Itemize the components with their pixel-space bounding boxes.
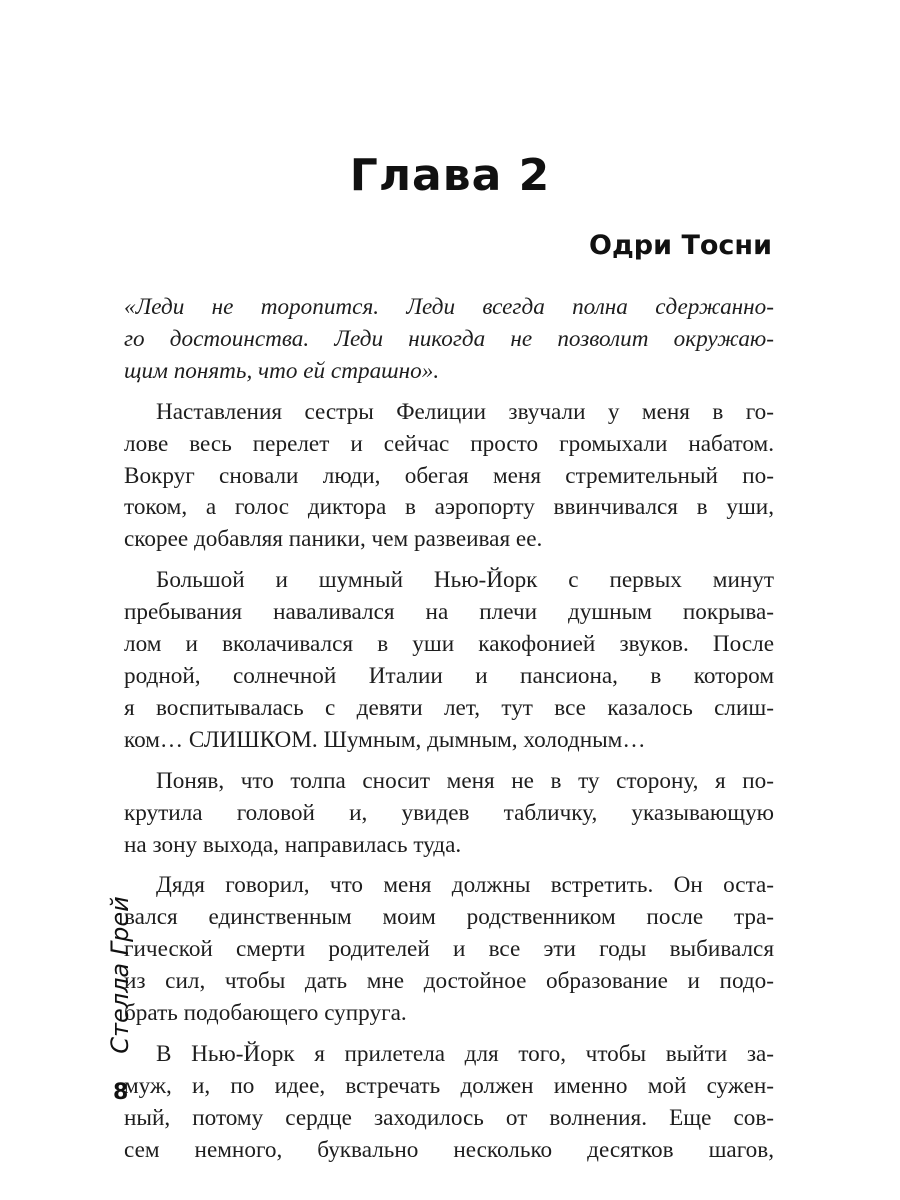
text-line: ный, потому сердце заходилось от волнения. Еще сов- — [124, 1104, 774, 1131]
text-line: Вокруг сновали люди, обегая меня стремительный по- — [124, 462, 774, 489]
character-name: Одри Тосни — [589, 230, 772, 261]
text-line: родной, солнечной Италии и пансиона, в котором — [124, 662, 774, 689]
text-line: крутила головой и, увидев табличку, указывающую — [124, 799, 774, 826]
author-name: Стелла Грей — [106, 896, 134, 1054]
text-line: на зону выхода, направилась туда. — [124, 831, 462, 858]
text-line: пребывания наваливался на плечи душным покрыва- — [124, 599, 774, 626]
text-line: го достоинства. Леди никогда не позволит окружаю- — [124, 325, 774, 352]
text-line: лом и вколачивался в уши какофонией звуков. После — [124, 631, 774, 658]
paragraph — [124, 766, 774, 862]
text-line: Дядя говорил, что меня должны встретить. Он оста- — [156, 872, 774, 899]
text-line: Наставления сестры Фелиции звучали у меня в го- — [156, 398, 774, 425]
text-line: я воспитывалась с девяти лет, тут все казалось слиш- — [124, 694, 774, 721]
text-line: щим понять, что ей страшно». — [124, 357, 440, 384]
text-line: лове весь перелет и сейчас просто громыхали набатом. — [124, 430, 774, 457]
text-line: брать подобающего супруга. — [124, 1000, 407, 1027]
text-line: муж, и, по идее, встречать должен именно мой сужен- — [124, 1072, 774, 1099]
paragraph — [124, 1039, 774, 1167]
text-line: Большой и шумный Нью-Йорк с первых минут — [156, 567, 774, 594]
text-line: «Леди не торопится. Леди всегда полна сдержанно- — [124, 294, 774, 320]
text-line: током, а голос диктора в аэропорту ввинчивался в уши, — [124, 494, 774, 521]
paragraph — [124, 565, 774, 756]
paragraph — [124, 870, 774, 1030]
text-line: В Нью-Йорк я прилетела для того, чтобы выйти за- — [156, 1040, 774, 1067]
page-number: 8 — [113, 1080, 129, 1105]
text-line: вался единственным моим родственником после тра- — [124, 904, 774, 931]
text-line: гической смерти родителей и все эти годы выбивался — [124, 936, 774, 963]
body-text — [124, 292, 774, 1167]
paragraph — [124, 397, 774, 557]
chapter-title: Глава 2 — [349, 150, 551, 201]
text-line: сем немного, буквально несколько десятков шагов, — [124, 1136, 774, 1163]
text-line: из сил, чтобы дать мне достойное образование и подо- — [124, 968, 774, 995]
text-line: Поняв, что толпа сносит меня не в ту сторону, я по- — [156, 767, 774, 794]
text-line: ком… СЛИШКОМ. Шумным, дымным, холодным… — [124, 726, 646, 753]
text-line: скорее добавляя паники, чем развеивая ее. — [124, 526, 543, 553]
epigraph — [124, 292, 774, 388]
